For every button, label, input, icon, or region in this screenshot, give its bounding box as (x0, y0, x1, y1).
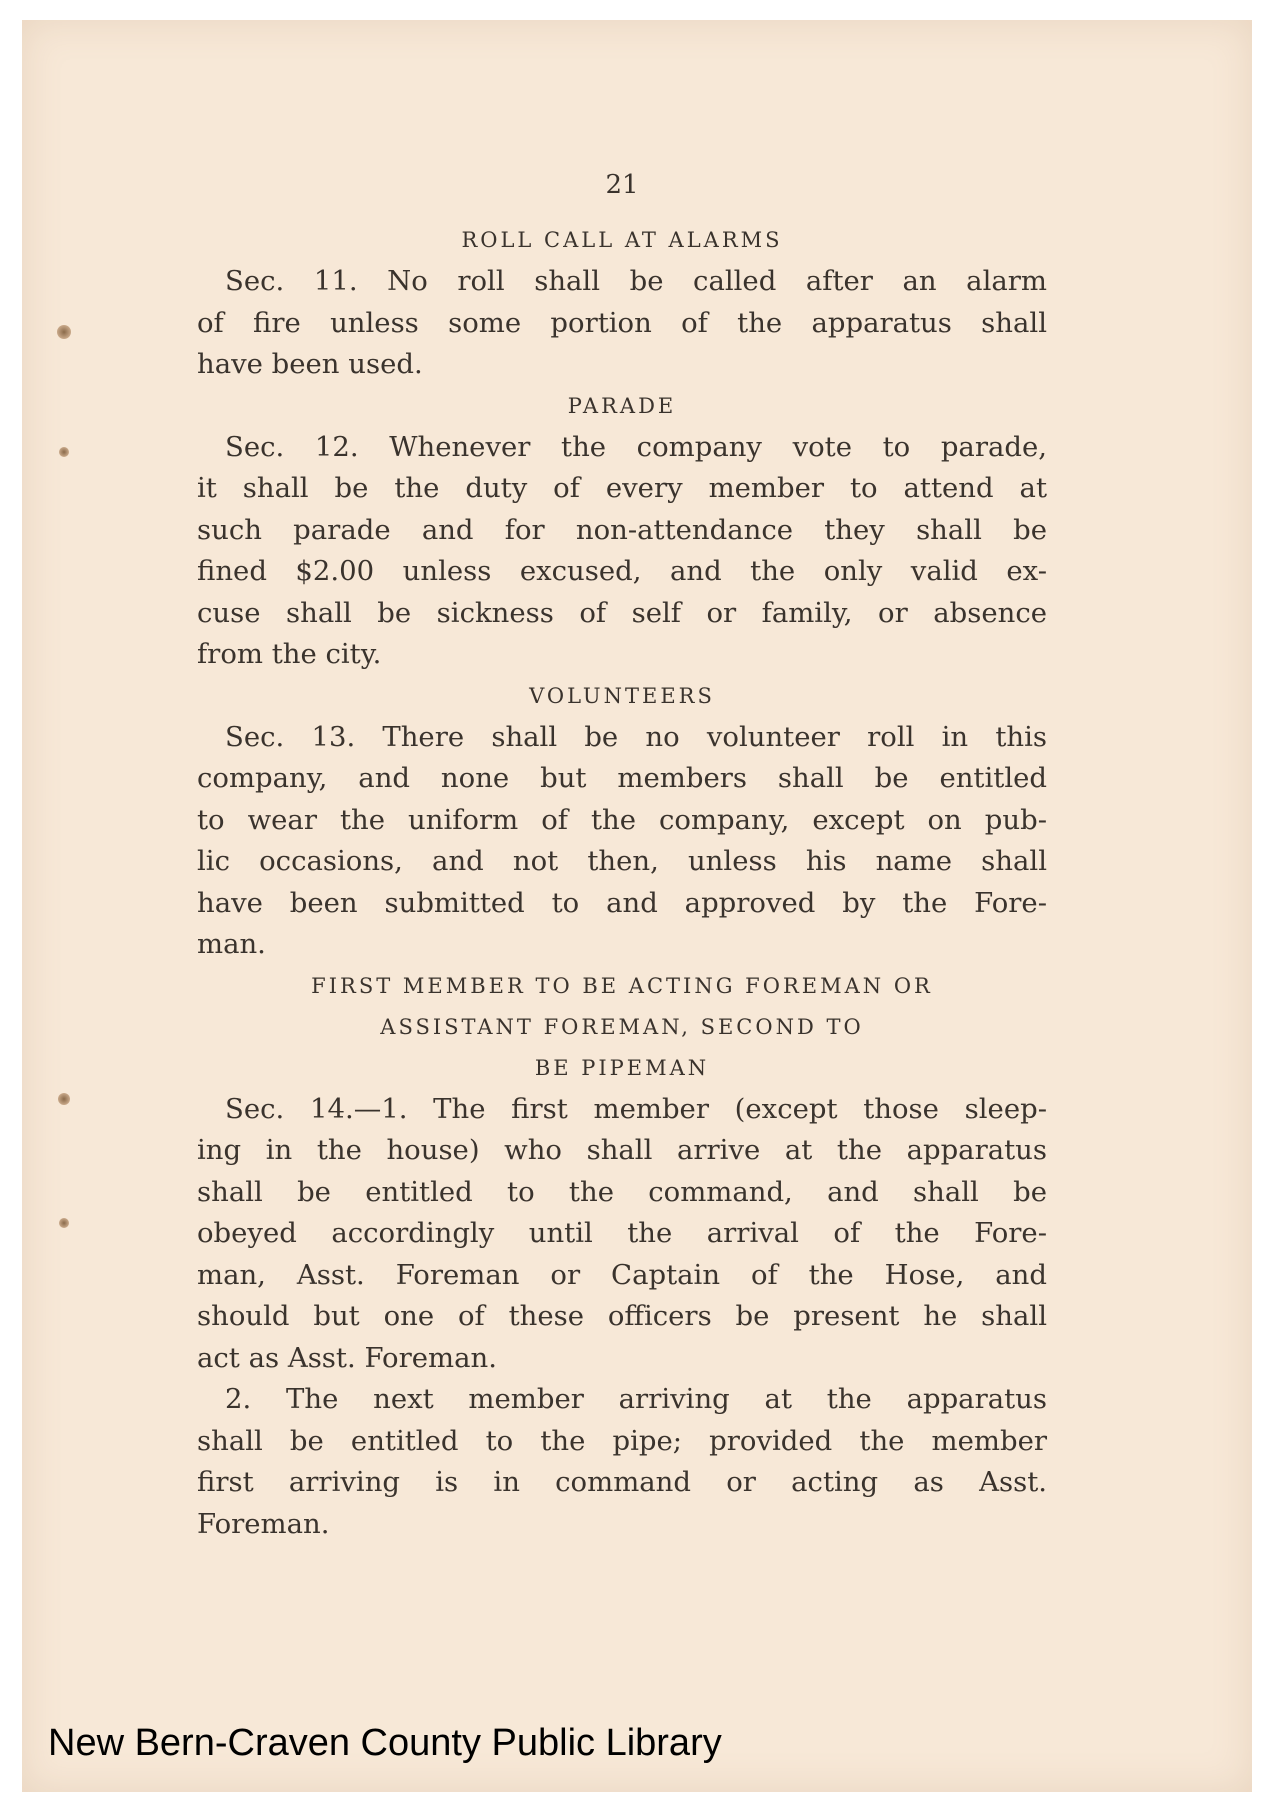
text-line: 2. The next member arriving at the apparatus (225, 1383, 1047, 1415)
document-body (197, 168, 1047, 1545)
section (197, 966, 1047, 1546)
text-line: Sec. 11. No roll shall be called after an alarm (225, 265, 1047, 297)
text-line: man, Asst. Foreman or Captain of the Hose, and (197, 1258, 1047, 1291)
section (197, 220, 1047, 386)
text-line: man. (197, 928, 266, 960)
section-heading: PARADE (567, 393, 677, 418)
binding-hole (59, 447, 69, 457)
text-line: company, and none but members shall be entitled (197, 762, 1047, 794)
section-heading: VOLUNTEERS (529, 683, 715, 708)
binding-hole (57, 325, 71, 339)
text-line: first arriving is in command or acting as Asst. (197, 1466, 1047, 1498)
text-line: act as Asst. Foreman. (197, 1341, 497, 1374)
text-line: Sec. 14.—1. The first member (except those sleep- (225, 1092, 1047, 1125)
text-line: from the city. (197, 638, 382, 670)
binding-hole (58, 1093, 70, 1105)
text-line: it shall be the duty of every member to attend at (197, 472, 1047, 504)
text-line: obeyed accordingly until the arrival of the Fore- (197, 1217, 1047, 1249)
library-watermark: New Bern-Craven County Public Library (48, 1722, 722, 1764)
text-line: have been used. (197, 348, 423, 380)
text-line: should but one of these officers be present he shall (197, 1300, 1047, 1332)
section-heading: ASSISTANT FOREMAN, SECOND TO (380, 1014, 864, 1039)
section (197, 676, 1047, 966)
section-heading: ROLL CALL AT ALARMS (461, 228, 783, 252)
section-heading: BE PIPEMAN (534, 1055, 710, 1080)
section-paragraph (197, 1089, 1047, 1380)
text-line: fined $2.00 unless excused, and the only valid ex- (197, 555, 1047, 587)
section-paragraph (197, 717, 1047, 966)
text-line: shall be entitled to the command, and shall be (197, 1175, 1047, 1208)
text-line: ing in the house) who shall arrive at the apparatus (197, 1134, 1047, 1166)
text-line: to wear the uniform of the company, except on pub- (197, 803, 1047, 836)
text-line: such parade and for non-attendance they shall be (197, 513, 1047, 546)
text-line: shall be entitled to the pipe; provided the member (197, 1424, 1047, 1457)
page-number: 21 (605, 170, 639, 200)
text-line: Foreman. (197, 1507, 330, 1540)
binding-hole (59, 1218, 69, 1228)
text-line: Sec. 12. Whenever the company vote to parade, (225, 430, 1047, 463)
section-paragraph (197, 427, 1047, 676)
text-line: Sec. 13. There shall be no volunteer roll in this (225, 720, 1047, 753)
text-line: lic occasions, and not then, unless his name shall (197, 845, 1047, 877)
section-paragraph (197, 261, 1047, 386)
text-line: cuse shall be sickness of self or family, or absence (197, 596, 1047, 629)
section (197, 386, 1047, 676)
text-line: of fire unless some portion of the apparatus shall (197, 306, 1047, 339)
section-heading: FIRST MEMBER TO BE ACTING FOREMAN OR (311, 973, 933, 998)
section-paragraph (197, 1379, 1047, 1545)
text-line: have been submitted to and approved by the Fore- (197, 886, 1047, 919)
